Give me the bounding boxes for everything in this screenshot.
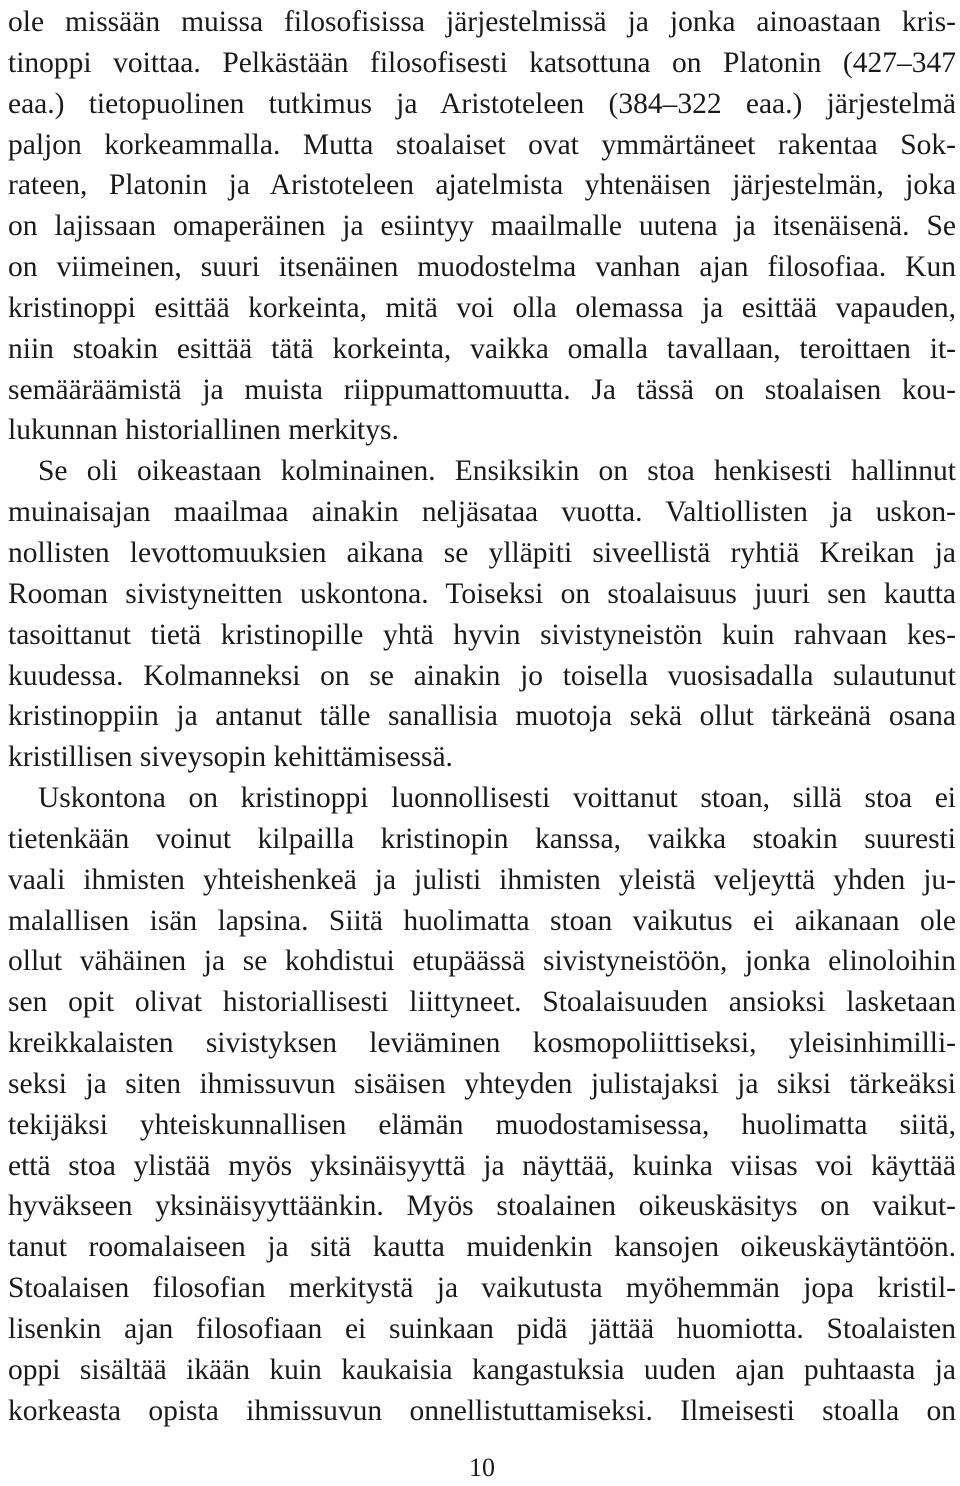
- text-line: tasoittanut tietä kristinopille yhtä hyvin sivistyneistön kuin rahvaan kes-: [8, 618, 956, 651]
- text-line: eaa.) tietopuolinen tutkimus ja Aristoteleen (384–322 eaa.) järjestelmä: [8, 87, 956, 120]
- text-line: nollisten levottomuuksien aikana se ylläpiti siveellistä ryhtiä Kreikan ja: [8, 536, 956, 569]
- text-line: Rooman sivistyneitten uskontona. Toiseksi on stoalaisuus juuri sen kautta: [8, 577, 956, 610]
- text-line: Stoalaisen filosofian merkitystä ja vaikutusta myöhemmän jopa kristil-: [8, 1272, 956, 1305]
- text-line: ole missään muissa filosofisissa järjestelmissä ja jonka ainoastaan kris-: [8, 6, 956, 38]
- text-line: niin stoakin esittää tätä korkeinta, vaikka omalla tavallaan, teroittaen it-: [8, 332, 956, 365]
- text-line: kristinoppi esittää korkeinta, mitä voi olla olemassa ja esittää vapauden,: [8, 291, 956, 324]
- text-line: oppi sisältää ikään kuin kaukaisia kangastuksia uuden ajan puhtaasta ja: [8, 1353, 956, 1386]
- text-line: seksi ja siten ihmissuvun sisäisen yhteyden julistajaksi ja siksi tärkeäksi: [8, 1067, 956, 1100]
- text-line: kreikkalaisten sivistyksen leviäminen kosmopoliittiseksi, yleisinhimilli-: [8, 1027, 956, 1060]
- text-line: lukunnan historiallinen merkitys.: [8, 414, 399, 447]
- text-line: tekijäksi yhteiskunnallisen elämän muodostamisessa, huolimatta siitä,: [8, 1108, 956, 1141]
- text-line: Se oli oikeastaan kolminainen. Ensiksikin on stoa henkisesti hallinnut: [38, 455, 956, 488]
- text-line: malallisen isän lapsina. Siitä huolimatta stoan vaikutus ei aikanaan ole: [8, 904, 956, 937]
- text-line: vaali ihmisten yhteishenkeä ja julisti ihmisten yleistä veljeyttä yhden ju-: [8, 863, 956, 896]
- text-line: kuudessa. Kolmanneksi on se ainakin jo toisella vuosisadalla sulautunut: [8, 659, 956, 692]
- text-line: kristillisen siveysopin kehittämisessä.: [8, 741, 453, 774]
- text-line: on viimeinen, suuri itsenäinen muodostelma vanhan ajan filosofiaa. Kun: [8, 251, 956, 284]
- text-line: Uskontona on kristinoppi luonnollisesti voittanut stoan, sillä stoa ei: [38, 782, 956, 815]
- text-line: korkeasta opista ihmissuvun onnellistuttamiseksi. Ilmeisesti stoalla on: [8, 1394, 956, 1427]
- text-line: sen opit olivat historiallisesti liittyneet. Stoalaisuuden ansioksi lasketaan: [8, 986, 956, 1019]
- text-line: tanut roomalaiseen ja sitä kautta muidenkin kansojen oikeuskäytäntöön.: [8, 1231, 956, 1264]
- text-line: ollut vähäinen ja se kohdistui etupäässä sivistyneistöön, jonka elinoloihin: [8, 945, 956, 978]
- body-text: [8, 2, 956, 1432]
- text-line: hyväkseen yksinäisyyttäänkin. Myös stoalainen oikeuskäsitys on vaikut-: [8, 1190, 956, 1223]
- text-line: muinaisajan maailmaa ainakin neljäsataa vuotta. Valtiollisten ja uskon-: [8, 496, 956, 529]
- text-line: on lajissaan omaperäinen ja esiintyy maailmalle uutena ja itsenäisenä. Se: [8, 210, 956, 243]
- text-line: kristinoppiin ja antanut tälle sanallisia muotoja sekä ollut tärkeänä osana: [8, 700, 956, 733]
- text-line: että stoa ylistää myös yksinäisyyttä ja näyttää, kuinka viisas voi käyttää: [8, 1149, 956, 1182]
- book-page: [8, 0, 956, 1486]
- text-line: semääräämistä ja muista riippumattomuutta. Ja tässä on stoalaisen kou-: [8, 373, 956, 406]
- text-line: paljon korkeammalla. Mutta stoalaiset ovat ymmärtäneet rakentaa Sok-: [8, 128, 956, 161]
- text-line: tinoppi voittaa. Pelkästään filosofisesti katsottuna on Platonin (427–347: [8, 46, 956, 79]
- page-number: 10: [469, 1453, 495, 1482]
- text-line: rateen, Platonin ja Aristoteleen ajatelmista yhtenäisen järjestelmän, joka: [8, 169, 956, 202]
- text-line: lisenkin ajan filosofiaan ei suinkaan pidä jättää huomiotta. Stoalaisten: [8, 1313, 956, 1345]
- text-line: tietenkään voinut kilpailla kristinopin kanssa, vaikka stoakin suuresti: [8, 822, 956, 855]
